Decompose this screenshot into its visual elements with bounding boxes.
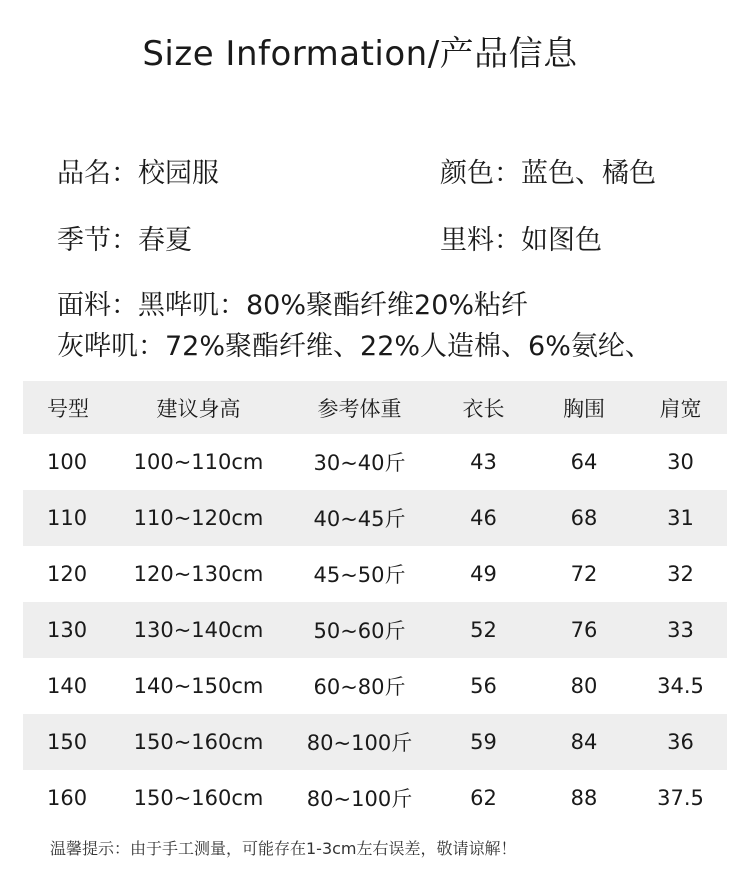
fabric-gray: 灰哔叽：72%聚酯纤维、22%人造棉、6%氨纶、 (57, 331, 652, 362)
cell-length: 59 (470, 730, 497, 754)
header-shoulder: 肩宽 (659, 396, 702, 421)
cell-size: 120 (47, 562, 88, 586)
cell-height: 140~150cm (133, 674, 264, 698)
cell-weight: 40~45斤 (313, 507, 406, 531)
cell-size: 110 (47, 506, 88, 530)
cell-chest: 88 (570, 786, 598, 810)
cell-weight: 80~100斤 (306, 787, 413, 811)
cell-shoulder: 30 (667, 450, 694, 474)
cell-size: 150 (47, 730, 88, 754)
cell-chest: 80 (570, 674, 598, 698)
cell-shoulder: 37.5 (657, 786, 704, 810)
size-table (23, 381, 727, 826)
cell-height: 130~140cm (133, 618, 264, 642)
product-name: 品名：校园服 (57, 158, 219, 189)
page-title: Size Information/产品信息 (142, 34, 578, 74)
cell-shoulder: 34.5 (657, 674, 704, 698)
cell-weight: 45~50斤 (313, 563, 406, 587)
table-row (23, 658, 727, 714)
cell-height: 120~130cm (133, 562, 264, 586)
product-season: 季节：春夏 (57, 225, 192, 256)
cell-length: 49 (470, 562, 497, 586)
table-header-row (23, 381, 727, 434)
cell-height: 100~110cm (133, 450, 264, 474)
cell-length: 46 (470, 506, 497, 530)
header-length: 衣长 (462, 396, 505, 421)
measurement-note: 温馨提示：由于手工测量，可能存在1-3cm左右误差，敬请谅解！ (50, 839, 517, 858)
cell-height: 110~120cm (133, 506, 264, 530)
cell-size: 160 (47, 786, 88, 810)
table-row (23, 602, 727, 658)
cell-height: 150~160cm (133, 730, 264, 754)
cell-length: 43 (470, 450, 497, 474)
table-row (23, 714, 727, 770)
cell-chest: 64 (570, 450, 598, 474)
cell-size: 130 (47, 618, 88, 642)
table-row (23, 770, 727, 826)
table-row (23, 434, 727, 490)
cell-length: 56 (470, 674, 497, 698)
cell-chest: 68 (570, 506, 598, 530)
cell-weight: 60~80斤 (313, 675, 406, 699)
cell-size: 100 (47, 450, 88, 474)
cell-weight: 80~100斤 (306, 731, 413, 755)
fabric-black: 面料：黑哔叽：80%聚酯纤维20%粘纤 (57, 290, 529, 321)
product-color: 颜色：蓝色、橘色 (440, 158, 656, 189)
cell-length: 62 (470, 786, 497, 810)
header-chest: 胸围 (563, 396, 605, 421)
cell-weight: 50~60斤 (313, 619, 406, 643)
cell-chest: 84 (570, 730, 598, 754)
cell-shoulder: 31 (667, 506, 694, 530)
product-lining: 里料：如图色 (440, 225, 602, 256)
cell-chest: 72 (570, 562, 598, 586)
cell-shoulder: 36 (667, 730, 694, 754)
cell-height: 150~160cm (133, 786, 264, 810)
table-row (23, 490, 727, 546)
cell-shoulder: 33 (667, 618, 694, 642)
header-size: 号型 (47, 396, 89, 421)
header-height: 建议身高 (156, 396, 241, 421)
table-row (23, 546, 727, 602)
header-weight: 参考体重 (317, 396, 402, 421)
cell-length: 52 (470, 618, 497, 642)
cell-size: 140 (47, 674, 88, 698)
cell-shoulder: 32 (667, 562, 694, 586)
cell-weight: 30~40斤 (313, 451, 406, 475)
cell-chest: 76 (570, 618, 598, 642)
